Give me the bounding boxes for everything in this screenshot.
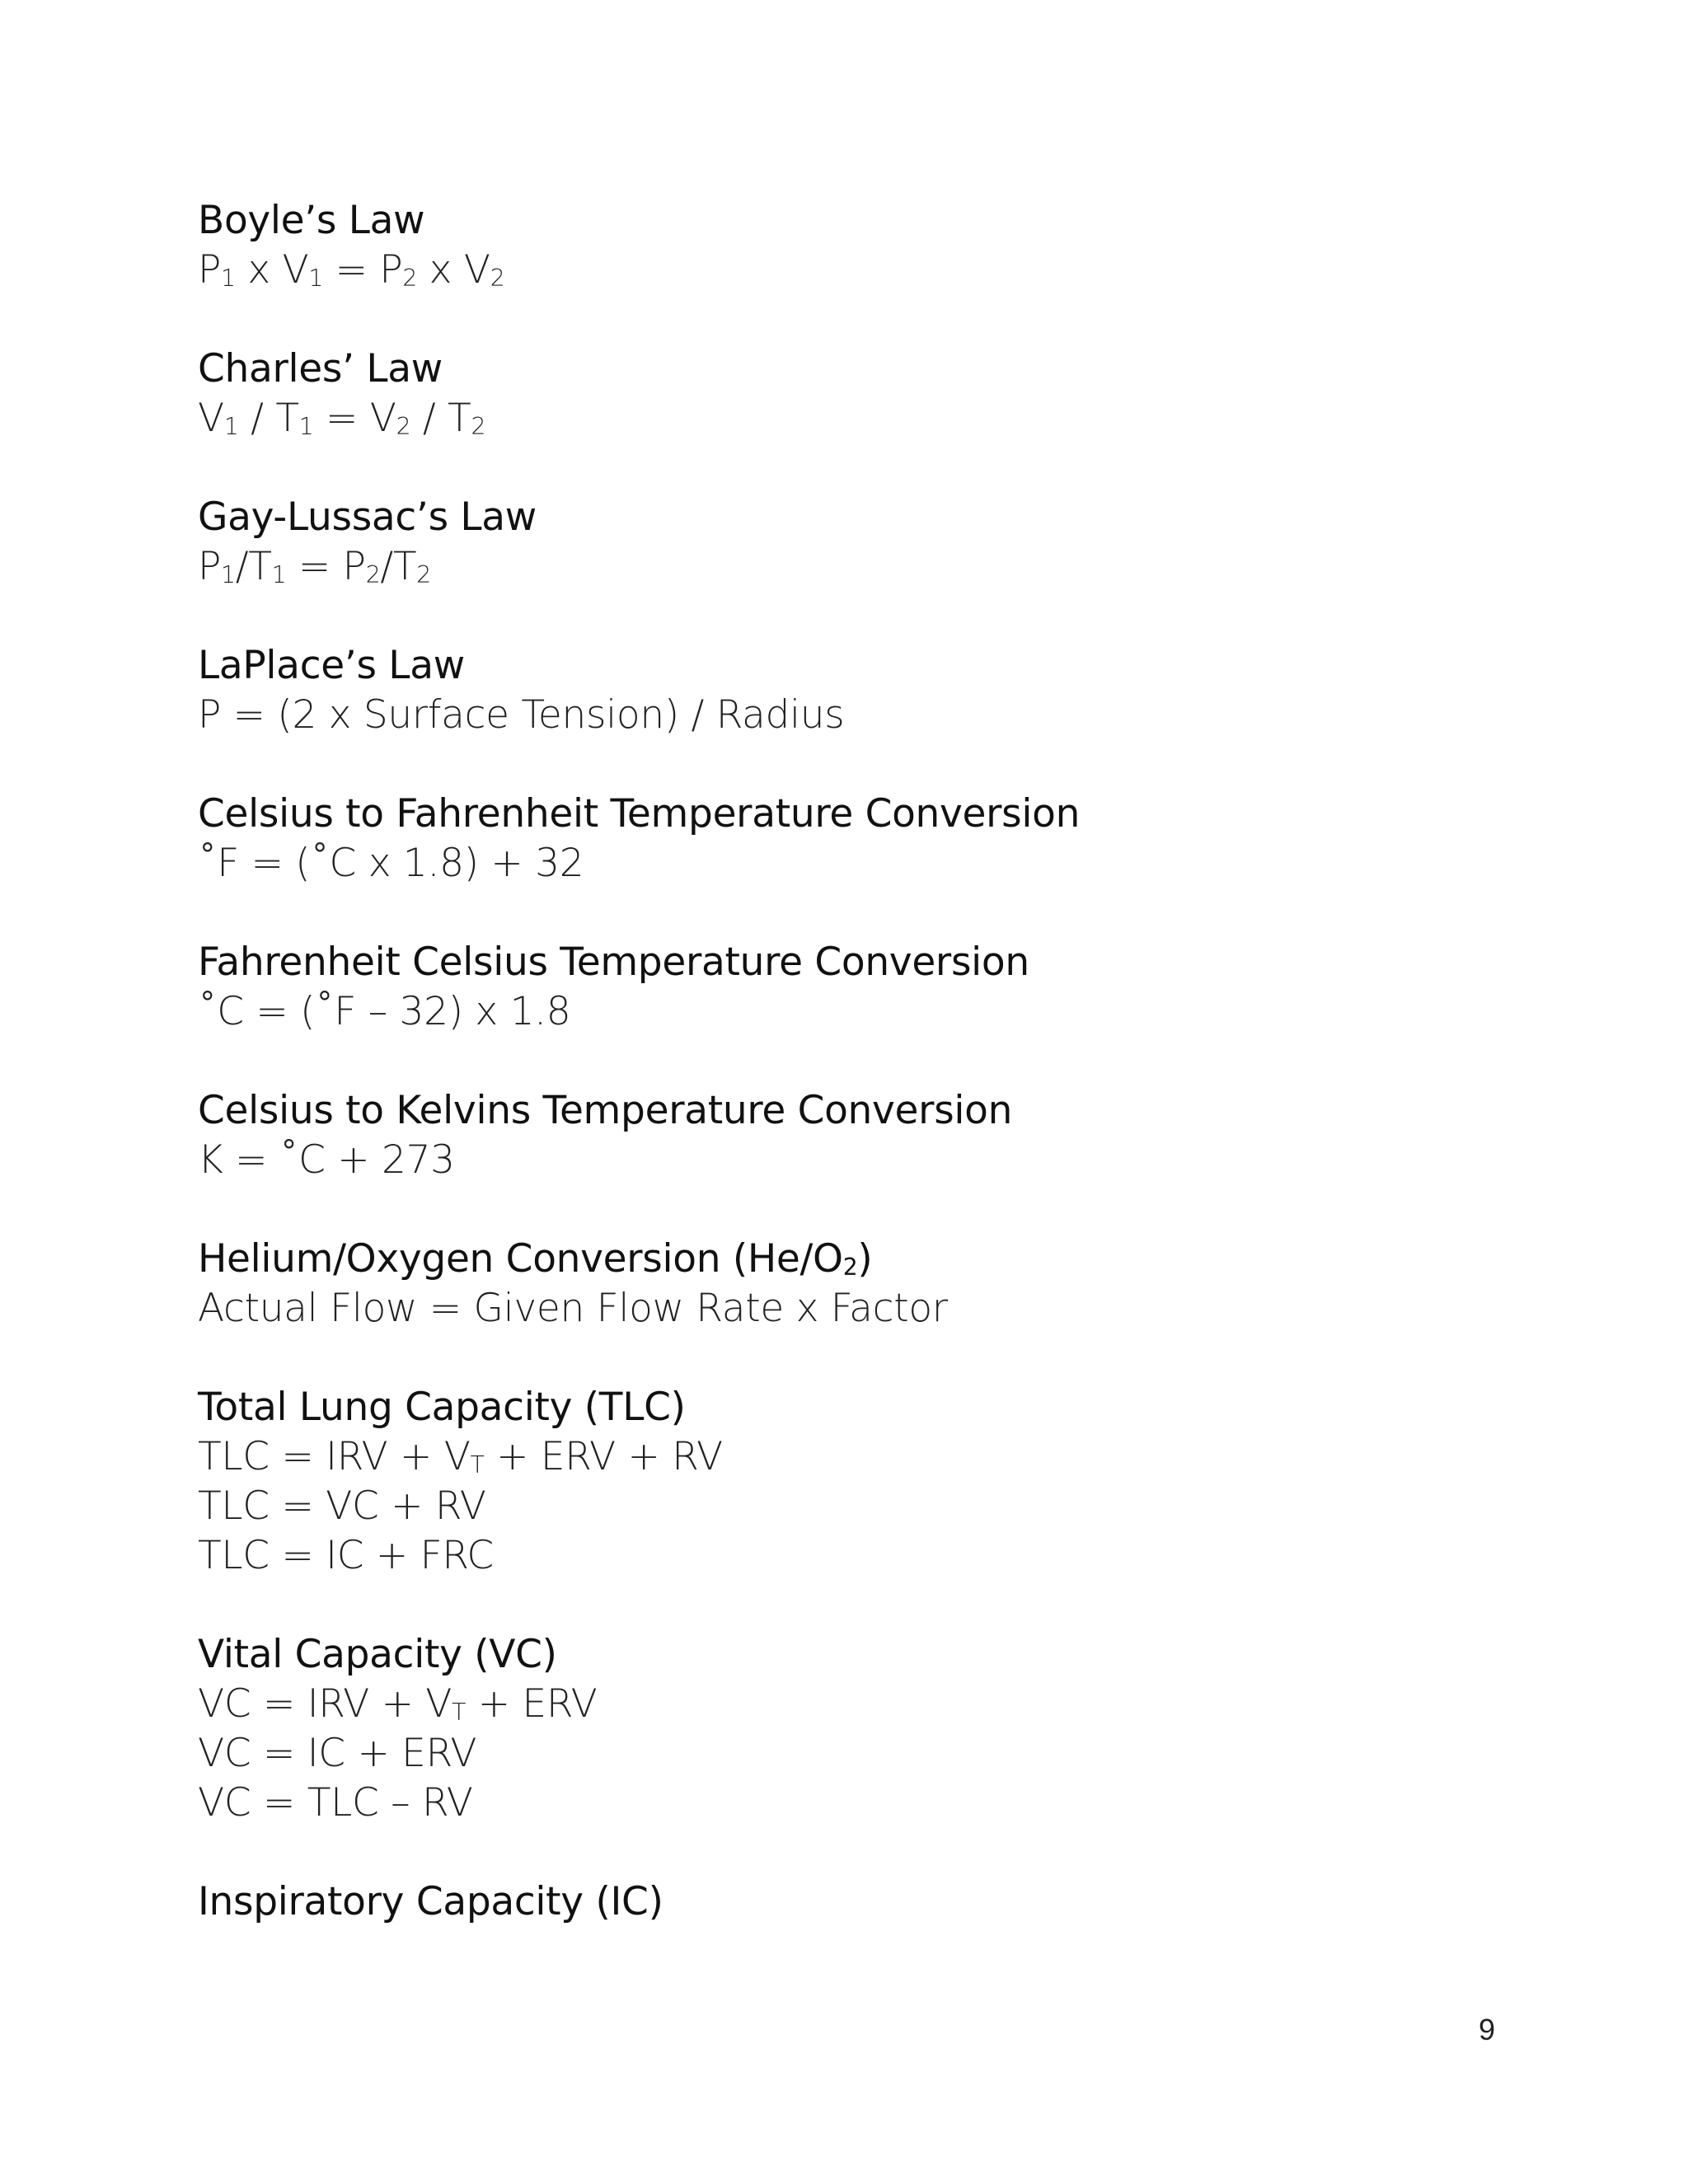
text-run: = V [313,396,396,441]
text-run: VC = IC + ERV [198,1731,477,1776]
formula-line [198,987,1517,1037]
text-run: TLC = VC + RV [198,1483,486,1529]
subscript: 1 [271,561,287,589]
section-heading: Charles’ Law [198,346,443,391]
section-heading: LaPlace’s Law [198,643,465,688]
section-heading: Vital Capacity (VC) [198,1632,557,1677]
formula-section [198,344,1517,443]
text-run: V [198,396,224,441]
section-heading: Inspiratory Capacity (IC) [198,1879,663,1924]
formula-line [198,246,1517,295]
text-run: + ERV [466,1681,598,1727]
formula-section [198,196,1517,295]
formula-section [198,1235,1517,1333]
section-heading: Total Lung Capacity (TLC) [198,1385,686,1430]
formula-line [198,1432,1517,1482]
formula-line [198,1779,1517,1828]
subscript: 1 [221,561,236,589]
text-run: / T [238,396,299,441]
subscript: 1 [308,265,323,293]
text-run: + ERV + RV [484,1434,723,1479]
text-run: VC = IRV + V [198,1681,452,1727]
formula-section [198,641,1517,740]
text-run: /T [380,544,417,589]
section-heading: Celsius to Kelvins Temperature Conversion [198,1088,1013,1133]
formula-section [198,1877,1517,1927]
subscript: 2 [416,561,431,589]
subscript: T [470,1451,485,1479]
document-body [198,196,1517,1976]
text-run: ˚F = (˚C x 1.8) + 32 [198,841,584,886]
subscript: 1 [221,265,236,293]
subscript: 2 [402,265,418,293]
formula-section [198,493,1517,592]
text-run: K = ˚C + 273 [198,1137,455,1183]
text-run: ˚C = (˚F – 32) x 1.8 [198,989,571,1034]
text-run: ) [857,1236,873,1282]
formula-line [198,1284,1517,1333]
text-run: Actual Flow = Given Flow Rate x Factor [198,1286,948,1331]
subscript: 1 [223,413,239,441]
text-run: x V [235,247,309,293]
formula-line [198,542,1517,592]
text-run: VC = TLC – RV [198,1780,473,1825]
subscript: 2 [396,413,411,441]
text-run: = P [322,247,403,293]
text-run: TLC = IRV + V [198,1434,471,1479]
section-heading: Gay-Lussac’s Law [198,494,537,540]
subscript: 2 [490,265,505,293]
formula-line [198,1531,1517,1581]
section-heading [198,1235,1517,1284]
text-run: P = (2 x Surface Tension) / Radius [198,692,845,738]
subscript: 2 [365,561,381,589]
formula-section [198,1630,1517,1828]
page-number: 9 [1478,2013,1496,2046]
formula-line [198,394,1517,443]
text-run: TLC = IC + FRC [198,1533,494,1578]
section-heading: Boyle’s Law [198,198,425,243]
text-run: P [198,247,222,293]
subscript: 2 [471,413,486,441]
text-run: / T [410,396,471,441]
subscript: 2 [842,1254,858,1282]
formula-line [198,1482,1517,1531]
formula-section [198,1086,1517,1185]
text-run: P [198,544,222,589]
formula-line [198,1729,1517,1779]
formula-section [198,938,1517,1037]
formula-section [198,790,1517,888]
formula-line [198,691,1517,740]
formula-section [198,1383,1517,1581]
section-heading: Celsius to Fahrenheit Temperature Conversion [198,791,1081,837]
section-heading: Fahrenheit Celsius Temperature Conversion [198,940,1029,985]
text-run: Helium/Oxygen Conversion (He/O [198,1236,843,1282]
text-run: x V [417,247,490,293]
formula-line [198,1136,1517,1185]
formula-line [198,1680,1517,1729]
formula-line [198,839,1517,888]
subscript: 1 [298,413,314,441]
subscript: T [452,1699,467,1727]
text-run: = P [286,544,366,589]
text-run: /T [235,544,272,589]
